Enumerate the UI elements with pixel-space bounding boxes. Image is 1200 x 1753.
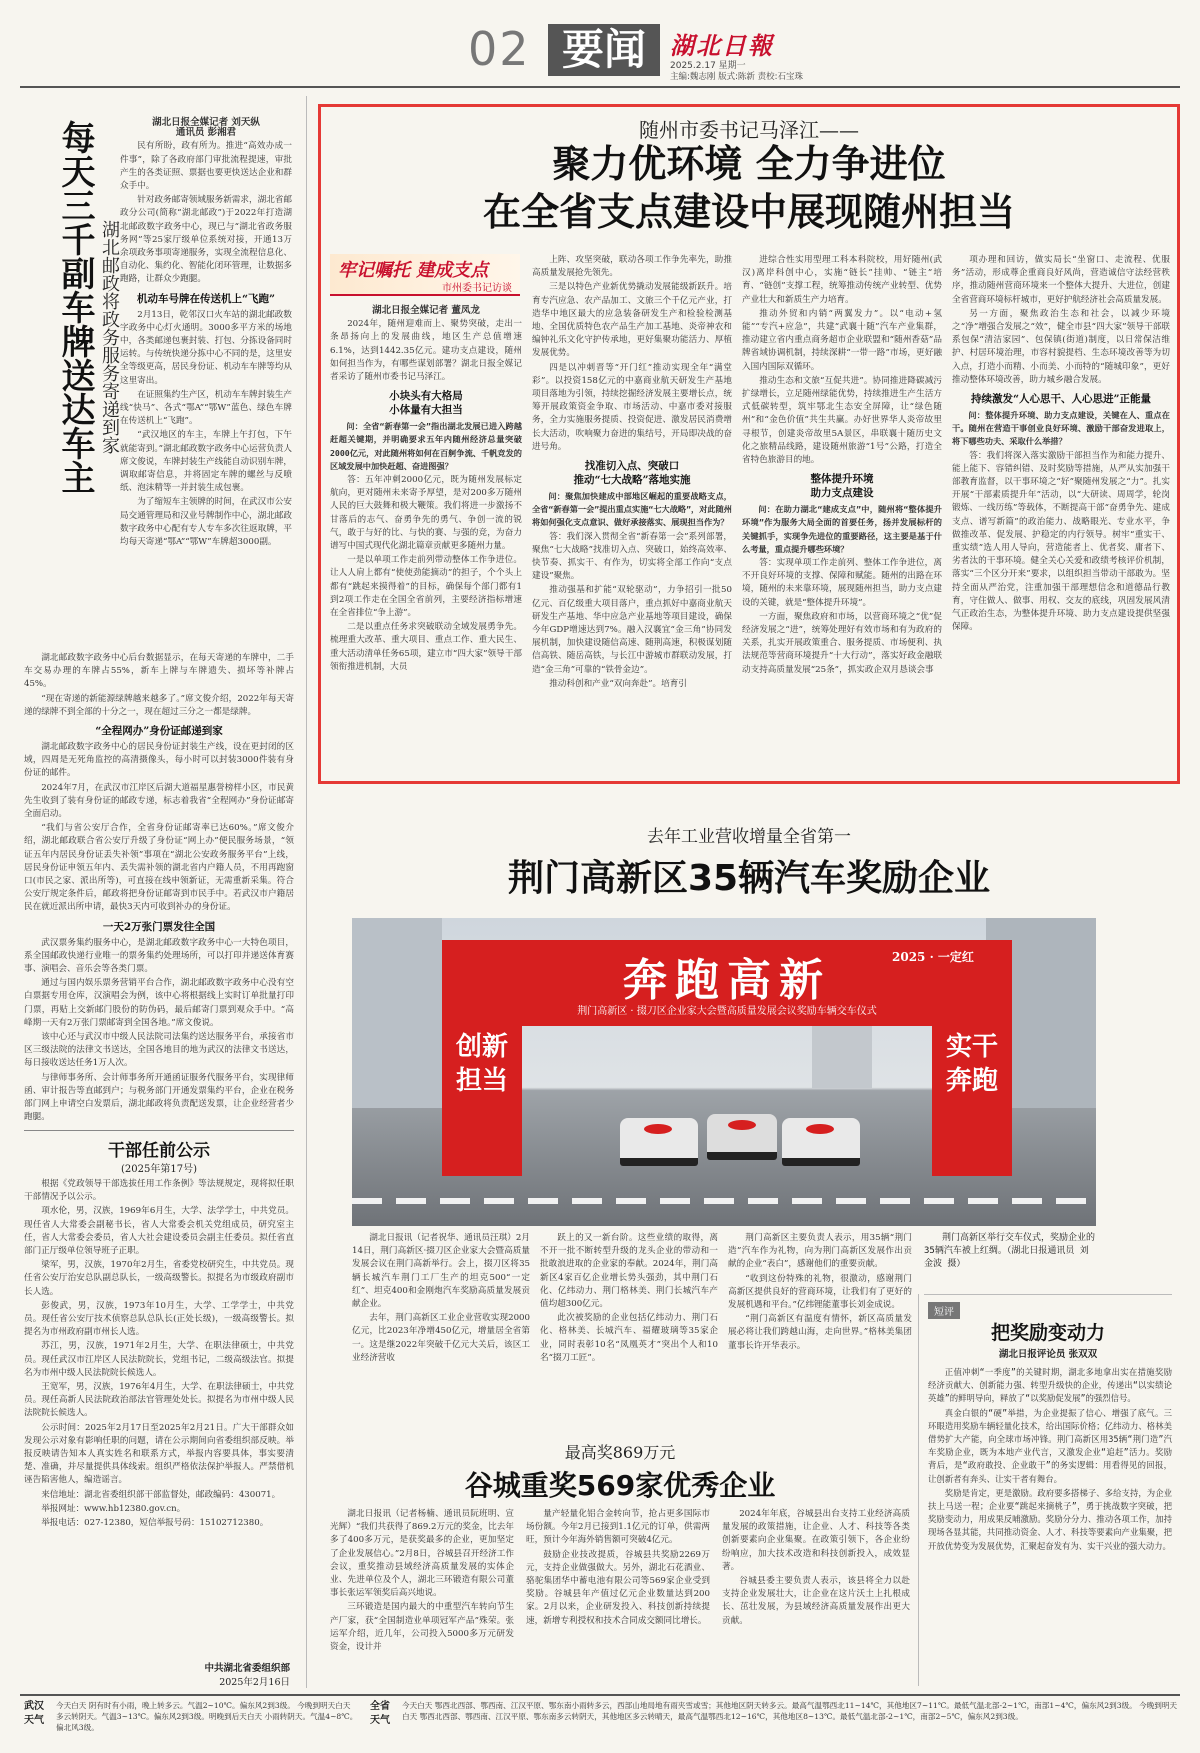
paragraph: 2月13日，乾邻汉口火车站的湖北邮政数字政务中心灯火通明。3000多平方米的场地中，各类邮递包裹封装、打包、分拣设备同时运转。与传统快递分拣中心不同的是，这里安全等级更高，居民身份证、机动车车牌等均从这里寄出。 xyxy=(120,309,292,386)
red-ribbon xyxy=(644,1124,672,1134)
paragraph: 鼓励企业技改提质，谷城县共奖励2269万元，支持企业做强做大。另外，湖北石花酒业、骆驼集团华中蓄电池有限公司等569家企业受到奖励。谷城县年产值过亿元企业数量达到200家。2月以来，企业研发投入、科技创新持续提速，新增专利授权和技术合同成交额同比增长。 xyxy=(526,1549,710,1626)
notice-subtitle: (2025年第17号) xyxy=(121,1164,197,1175)
featured-kicker: 随州市委书记马泽江—— xyxy=(639,118,859,142)
paragraph: 真金白银的“硬”举措，为企业提振了信心、增强了底气。三环眼造用奖励车辆轻量化技术，给出国际价格；亿纬动力、格林美借势扩大产能，向全球市场冲锋。荆门高新区用35辆“荆门造”汽车奖励企业，既为本地产业代言，又激发企业“追赶”活力。奖励背后，是“政府敢投、企业敢干”的务实逻辑：用看得见的回报，让创新者有奔头、让实干者有舞台。 xyxy=(928,1407,1172,1484)
left-subhead: 湖北邮政将政务服务寄递到家 xyxy=(99,220,120,454)
notice-paragraph: 项水伦，男，汉族，1969年6月生，大学、法学学士，中共党员。现任省人大常委会副秘书长，省人大常委会机关党组成员，研究室主任，省人大常委会委员，省人大社会建设委员会副主任委员。拟任省直部门正厅级单位领导班子正职。 xyxy=(24,1206,294,1257)
middle-story-col-3 xyxy=(728,1232,912,1442)
paragraph: 2024年，随州迎难而上、聚势突破，走出一条昂扬向上的发展曲线，地区生产总值增速6.1%，达到1442.35亿元。建功支点建设，随州如何担当作为，有哪些谋划部署？湖北日报全媒记者采访了随州市委书记马泽江。 xyxy=(330,319,522,383)
paragraph: 荆门高新区主要负责人表示，用35辆“荆门造”汽车作为礼物，向为荆门高新区发展作出贡献的企业“表白”，感谢他们的重要贡献。 xyxy=(728,1233,912,1270)
notice-paragraph: 梁军，男，汉族，1970年2月生，省委党校研究生，中共党员。现任省公安厅治安总队副总队长，一级高级警长。拟提名为市级政府副市长人选。 xyxy=(24,1260,294,1297)
featured-headline-2: 在全省支点建设中展现随州担当 xyxy=(482,190,1015,234)
notice-signer: 中共湖北省委组织部 xyxy=(204,1663,290,1674)
answer: 答：五年冲刺2000亿元，既为随州发展标定航向，更对随州未来寄予厚望，是对200多万随州人民的巨大鼓舞和极大鞭策。我们将进一步激扬不甘落后的志气、奋勇争先的勇气、争创一流的锐气，敢于与好的比、与快的赛、与强的竞，为奋力谱写中国式现代化湖北篇章贡献更多随州力量。 xyxy=(330,475,522,552)
notice-paragraph: 王宽军，男，汉族，1976年4月生，大学、在职法律硕士，中共党员。现任高新人民法院政治部法官管理处处长。拟提名为市州中级人民法院院长候选人。 xyxy=(24,1382,294,1419)
paper-logo: 湖北日報 xyxy=(670,31,774,60)
featured-headline-1: 聚力优环境 全力争进位 xyxy=(552,142,946,186)
photo-caption: 荆门高新区举行交车仪式，奖励企业的35辆汽车被上红绸。（湖北日报通讯员 刘金波 摄） xyxy=(924,1233,1096,1269)
subheading: “全程网办”身份证邮递到家 xyxy=(95,725,223,738)
paragraph: 通过与国内娱乐票务营销平台合作，湖北邮政数字政务中心没有空白票据专用仓库，汉演唱会为例，该中心将根据线上实时订单批量打印门票，再贴上交新邮门股份的防伪码，最后邮寄门票到观众手中。“高峰期一天有2万张门票邮寄到全国各地。”席文俊说。 xyxy=(24,978,294,1028)
paragraph: 2024年年底，谷城县出台支持工业经济高质量发展的政策措施，让企业、人才、科技等各类创新要素向企业集聚。在政策引领下，各企业纷纷响应，加大技术改造和科技创新投入，成效显著。 xyxy=(722,1509,910,1572)
paragraph: 一方面，聚焦政府和市场，以营商环境之“优”促经济发展之“进”，统筹处理好有效市场和有为政府的关系，扎实开展政策重合、服务提质、市场便利、执法规范等营商环境提升“十大行动”，落实好政金融联动支持高质量发展“25条”，抓实政企双月恳谈会事 xyxy=(742,611,942,675)
subheading: 持续激发“人心思干、人心思进”正能量 xyxy=(970,393,1152,406)
commentary-body xyxy=(928,1366,1172,1682)
paragraph: 奖励是肯定，更是激励。政府要多搭梯子、多给支持，为企业扶上马送一程；企业要“跳起来摘桃子”，勇于挑战数字突破，把奖励变动力，用成果反哺激励。奖励分分力、推动各项工作，加持现场各显其能，共同推动资金、人才、科技等要素向产业集聚，把开放优势变为发展优势，汇聚起奋发有为、实干兴业的强大动力。 xyxy=(928,1487,1172,1551)
left-pillar-text: 创新担当 xyxy=(456,1032,509,1096)
left-headline: 每天三千副车牌送达车主 xyxy=(55,120,95,494)
paragraph: 湖北日报讯（记者祝华、通讯员汪琪）2月14日，荆门高新区·掇刀区企业家大会暨高质量发展会议在荆门高新举行。会上，掇刀区将35辆长城汽车荆门工厂生产的坦克500“一定红”、坦克400和金刚炮汽车奖励高质量发展贡献企业。 xyxy=(352,1233,530,1310)
paragraph: 二是以重点任务求突破联动全域发展勇争先。梳理重大改革、重大项目、重点工作、重大民生、重大活动清单任务65项，建立市“四大家”领导干部领衔推进机制，大员 xyxy=(330,622,522,672)
paragraph: 三是以特色产业新优势撬动发展能级新跃升。培育专汽应急、农产品加工、文旅三个千亿元产业，打造华中地区最大的应急装备研发生产和检验检测基地、全国优质特色农产品生产加工基地、炎帝神农和编钟礼乐文化守护传承地，更好集聚功能活力、厚植发展优势。 xyxy=(532,282,732,359)
question: 问：全省“新春第一会”指出湖北发展已进入跨越赶超关键期，并明确要求五年内随州经济总量突破2000亿元，对此随州将如何在百舸争流、千帆竞发的区域发展中加快赶超、奋进图强？ xyxy=(330,421,522,471)
badge-title: 牢记嘱托 建成支点 xyxy=(338,260,489,281)
featured-column-1 xyxy=(330,300,522,776)
subheading: 小块头有大格局 小体量有大担当 xyxy=(389,390,463,417)
paragraph: 推动外贸和内销“两翼发力”。以“电动+氢能”“专汽+应急”，共建“武襄十随”汽车产业集群，推动建立省内重点商务超市企业联盟和“随州香菇”品牌省域协调机制，持续深耕“一带一路”市场，更好融入国内国际双循环。 xyxy=(742,308,942,372)
paragraph: 在证照集约生产区，机动车车牌封装生产线“快马”、各式“鄂A”“鄂W”蓝色、绿色车牌在传送机上“飞跑”。 xyxy=(120,389,292,427)
question: 问：在助力湖北“建成支点”中，随州将“整体提升环境”作为服务大局全面的首要任务，扬并发展标杆的关键抓手，实现争先进位的重要路径，这主要是基于什么考量，重点提升哪些环境？ xyxy=(742,504,942,554)
bottom-story-col-3 xyxy=(722,1508,910,1686)
red-ribbon xyxy=(728,1120,756,1130)
byline-2: 通讯员 彭湘君 xyxy=(175,127,237,139)
editor-credits: 主编:魏志刚 版式:陈新 责校:石宝珠 xyxy=(670,72,803,82)
question: 问：聚焦加快建成中部地区崛起的重要战略支点，全省“新春第一会”提出重点实施“七大战略”，对此随州将如何强化支点意识、做好承接落实、展现担当作为？ xyxy=(532,491,732,528)
subheading: 一天2万张门票发往全国 xyxy=(102,920,216,933)
masthead xyxy=(0,0,1200,84)
province-weather-label: 全省 天气 xyxy=(370,1701,390,1726)
paragraph: 为了缩短车主领牌的时间，在武汉市公安局交通管理局和汉业号牌制作中心，湖北邮政数字政务中心配有专人专车多次往返取牌，平均每天寄递“鄂A”“鄂W”车牌超3000副。 xyxy=(120,497,292,548)
paragraph: “收到这份特殊的礼物，很激动，感谢荆门高新区提供良好的营商环境，让我们有了更好的发展机遇和平台。”亿纬锂能董事长刘金成说。 xyxy=(728,1273,912,1311)
answer: 答：我们将深入落实激励干部担当作为和能力提升、能上能下、容错纠错、及时奖励等措施，从严从实加强干部教育监督，以干事环境之“好”聚随州发展之“力”。扎实开展“干部素质提升年”活动，以“大研读、周周学，轮岗锻炼、一线历练”等载体，不断提高干部“奋勇争先、建成支点、谱写新篇”的政治能力、战略眼光、专业水平，争做推改革、促发展、护稳定的内行领导。树牢“重实干、重实绩”选人用人导向，营造能者上、优者奖、庸者下、劣者汰的干事环境。健全关心关爱和政绩考核评价机制，落实“三个区分开来”要求，以组织担当带动干部敢为。坚持全面从严治党，注重加强干部理想信念和道德品行教育，守住做人、做事、用权、交友的底线，巩固发展风清气正政治生态，为整体提升环境、助力支点建设提供坚强保障。 xyxy=(952,450,1170,633)
wuhan-weather-label: 武汉 天气 xyxy=(24,1701,44,1726)
province-weather-text: 今天白天 鄂西北西部、鄂西南、江汉平原、鄂东南小雨转多云，西部山地局地有雨夹雪或雪；其他地区阴天转多云。最高气温鄂西北11~14℃，其他地区7~11℃。最低气温北部-2~1℃，南部1~4℃，偏东风2到3级。 今晚到明天白天 鄂西北西部、鄂西南、江汉平原、鄂东南多云转阴天，其他地区多云转晴天，最高气温鄂西北12~16℃，其他地区8~13℃。最低气温北部-2~1℃，南部2~5℃，偏东风2到3级。 xyxy=(402,1701,1178,1721)
answer: 答：我们深入贯彻全省“新春第一会”系列部署，聚焦“七大战略”找准切入点、突破口，始终高效率、快节奏、抓实干、有作为，切实将全部工作向“支点建设”聚焦。 xyxy=(532,531,732,582)
issue-date: 2025.2.17 星期一 xyxy=(670,61,746,71)
paragraph: 项办理和回访，做实局长“坐窗口、走流程、优服务”活动，形成尊企重商良好风尚，营造诚信守法经营秩序，推动随州营商环境来一个整体大提升、大进位，创建全省营商环境标杆城市，更好护航经济社会高质量发展。 xyxy=(952,255,1170,305)
paragraph: 上阵、攻坚突破，联动各项工作争先率先，助推高质量发展抢先领先。 xyxy=(532,255,732,279)
section-label: 要闻 xyxy=(548,24,660,76)
notice-paragraph: 苏江，男，汉族，1971年2月生，大学、在职法律硕士，中共党员。现任武汉市江岸区人民法院院长，党组书记，二级高级法官。拟提名为市州中级人民法院院长候选人。 xyxy=(24,1341,294,1378)
commentary-tag: 短评 xyxy=(928,1302,960,1319)
paragraph: “现在寄递的新能源绿牌越来越多了。”席文俊介绍，2022年每天寄递的绿牌不到全部的十分之一，现在超过三分之一都是绿牌。 xyxy=(24,693,294,717)
subheading: 机动车号牌在传送机上“飞跑” xyxy=(136,292,276,305)
middle-kicker: 去年工业营收增量全省第一 xyxy=(647,827,851,847)
paragraph: “荆门高新区有温度有情怀，新区高质量发展必将让我们跨越山海，走向世界。”格林美集团董事长许开华表示。 xyxy=(728,1314,912,1351)
notice-paragraph: 彭俊武，男，汉族，1973年10月生，大学、工学学士，中共党员。现任省公安厅技术侦察总队总队长(正处长级)，一级高级警长。拟提名为市州政府副市州长人选。 xyxy=(24,1300,294,1338)
wuhan-weather-text: 今天白天 阴有时有小雨，晚上转多云。气温2~10℃。偏东风2到3级。 今晚到明天白天 多云转阴天。气温3~13℃。偏东风2到3级。明晚到后天白天 小雨转阴天。气温4~8℃。偏北风3级。 xyxy=(56,1701,358,1732)
arch-banner-text: 荆门高新区 · 掇刀区企业家大会暨高质量发展会议奖励车辆交车仪式 xyxy=(577,1006,877,1017)
notice-paragraph: 根据《党政领导干部选拔任用工作条例》等法规规定，现将拟任职干部情况予以公示。 xyxy=(24,1179,294,1203)
paragraph: 推动强基和扩能“双轮驱动”，力争招引一批50亿元、百亿级重大项目落户，重点抓好中嘉商业航天研发生产基地、华中应急产业基地等项目建设，确保今年GDP增速达到7%。融入汉襄宜“金三角”协同发展机制，加快建设随信高速、随荆高速，积极谋划随信高铁、随岳高铁，与长江中游城市群联动发展，打造“金三角”可靠的“铁骨金边”。 xyxy=(532,585,732,675)
right-pillar-text: 实干奔跑 xyxy=(946,1032,999,1096)
featured-column-2 xyxy=(532,254,732,776)
paragraph: 此次被奖励的企业包括亿纬动力、荆门石化、格林美、长城汽车、福耀玻璃等35家企业，同时表彰10名“凤凰英才”突出个人和10名“掇刀工匠”。 xyxy=(540,1313,718,1363)
paragraph: 一是以单项工作走前列带动整体工作争进位。让人人肩上都有“使使劲能摘动”的担子，个个头上都有“跳起来摸得着”的目标，确保每个部门都有1到2项工作走在全国全省前列，主要经济指标增速在全省排位“争上游”。 xyxy=(330,555,522,619)
paragraph: 推动科创和产业“双向奔赴”。培育引 xyxy=(549,678,687,689)
notice-paragraph: 来信地址：湖北省委组织部干部监督处，邮政编码：430071。 xyxy=(41,1489,281,1500)
paragraph: 去年，荆门高新区工业企业营收实现2000亿元，比2023年净增450亿元，增量居全省第一。这是继2022年突破千亿元大关后，该区工业经济营收 xyxy=(352,1313,530,1363)
byline-1: 湖北日报全媒记者 刘天纵 xyxy=(152,117,260,128)
award-ceremony-photo xyxy=(352,918,1096,1226)
paragraph: 四是以冲刺晋等“开门红”推动实现全年“满堂彩”。以投资158亿元的中嘉商业航天研发生产基地项目落地为引领，持续挖掘经济发展主要增长点，统筹开展政策资金争取、市场活动、中嘉市委对接服务，全力实施服务提质、投资促进、激发居民消费增长大活动，吹响聚力奋进的集结号，开局即决战的奋进号角。 xyxy=(532,362,732,452)
paragraph: 谷城县委主要负责人表示，该县将全力以赴支持企业发展壮大，让企业在这片沃土上扎根成长、茁壮发展，为县域经济高质量发展作出更大贡献。 xyxy=(722,1576,910,1626)
paragraph: 与律师事务所、会计师事务所开通函证服务代服务平台，实现律师函、审计报告等直邮到户；与税务部门开通发票集约平台，企业在税务部门网上申请空白发票后，湖北邮政将负责配送发票，让企业经营者少跑腿。 xyxy=(24,1072,294,1123)
bottom-story-col-2 xyxy=(526,1508,710,1686)
notice-title: 干部任前公示 xyxy=(108,1141,210,1161)
red-ribbon xyxy=(806,1124,834,1134)
featured-column-4 xyxy=(952,254,1170,776)
paragraph: “我们与省公安厅合作，全省身份证邮寄率已达60%。”席文俊介绍，湖北邮政联合省公安厅升级了身份证“网上办”便民服务场景，“领证五年内居民身份证丢失补领”事项在“湖北公安政务服务平台”上线，居民身份证申领五年内、丢失需补领的湖北省内户籍人员，不用再跑窗口(市民之家、派出所等)，可直接在线申领新证，无需重新采集。符合公安厅规定条件后，邮政将把身份证邮寄到市民手中。若武汉市户籍居民在就近派出所申请，最快3天内可收到补办的身份证。 xyxy=(24,823,294,913)
bottom-headline: 谷城重奖569家优秀企业 xyxy=(464,1469,776,1502)
question: 问：整体提升环境、助力支点建设，关键在人、重点在干。随州在营造干事创业良好环境、激励干部奋发进取上，将下哪些功夫、采取什么举措？ xyxy=(952,410,1170,447)
paragraph: 跃上的又一新台阶。这些业绩的取得，离不开一批不断转型升级的龙头企业的带动和一批敢浪进取的企业家的奉献。2024年，荆门高新区4家百亿企业增长势头强劲，其中荆门石化、亿纬动力、荆门格林美、荆门长城汽车产值均超300亿元。 xyxy=(540,1233,718,1310)
paragraph: 湖北邮政数字政务中心的居民身份证封装生产线，设在更封闭的区域，四周是无死角监控的高清摄像头，每小时可以封装3000件装有身份证的邮件。 xyxy=(24,742,294,779)
subheading: 找准切入点、突破口 推动“七大战略”落地实施 xyxy=(573,460,691,487)
commentary-author: 湖北日报评论员 张双双 xyxy=(998,1349,1098,1360)
notice-date: 2025年2月16日 xyxy=(219,1677,290,1688)
paragraph: 武汉票务集约服务中心，是湖北邮政数字政务中心一大特色项目，系全国邮政快递行业唯一的票务集约处理场所，可以打印并递送体育赛事、演唱会、音乐会等各类门票。 xyxy=(24,937,294,975)
middle-headline: 荆门高新区35辆汽车奖励企业 xyxy=(507,858,991,899)
featured-byline: 湖北日报全媒记者 董凤龙 xyxy=(372,305,480,316)
page-number: 02 xyxy=(468,22,531,76)
paragraph: 该中心还与武汉市中级人民法院司法集约送达服务平台，承接省市区三级法院的法律文书送达，全国各地目的地为武汉的法律文书送达，每日接收送达任务1万人次。 xyxy=(24,1032,294,1069)
middle-story-col-2 xyxy=(540,1232,718,1442)
notice-body xyxy=(24,1178,294,1656)
notice-paragraph: 举报电话：027-12380，短信举报号码：15102712380。 xyxy=(41,1518,269,1529)
arch-title: 奔跑高新 xyxy=(623,955,831,1006)
notice-paragraph: 举报网址：www.hb12380.gov.cn。 xyxy=(41,1503,186,1514)
featured-column-3 xyxy=(742,254,942,776)
paragraph: 民有所盼，政有所为。推进“高效办成一件事”，除了各政府部门审批流程提速，审批产生的各类证照、票据也要更快送达企业和群众手中。 xyxy=(120,141,292,192)
left-article-top xyxy=(120,112,292,654)
paragraph: 2024年7月，在武汉市江岸区后湖大道福星惠誉榜样小区，市民黄先生收到了装有身份证的邮政专递，标志着我省“全程网办”身份证邮寄全面启动。 xyxy=(24,782,294,820)
arch-year: 2025 · 一定红 xyxy=(892,950,974,964)
answer: 答：实现单项工作走前列、整体工作争进位，离不开良好环境的支撑、保障和赋能。随州的出路在环境，随州的未来靠环境，展现随州担当，助力支点建设的关键，就是“整体提升环境”。 xyxy=(742,558,942,608)
paragraph: 针对政务邮寄领域服务新需求，湖北省邮政分公司(简称“湖北邮政”)于2022年打造湖北邮政数字政务中心，现已与“湖北省政务服务网”等25家厅级单位系统对接，开通13万余项政务事项寄递服务，实现全流程信息化、自动化、集约化、智能化闭环管理，让数据多跑路，让群众少跑腿。 xyxy=(120,195,292,285)
paragraph: 推动生态和文旅“互促共进”。协同推进降碳减污扩绿增长，立足随州绿能优势，持续推进生产生活方式低碳转型，筑牢鄂北生态安全屏障，让“绿色随州”和“金色价值”共生共赢。办好世界华人炎帝故里寻根节，创建炎帝故里5A景区，串联襄十随历史文化之旅精品线路，建设随州旅游“1号”公路，打造全省特色旅游目的地。 xyxy=(742,375,942,466)
left-article-body xyxy=(24,652,294,1124)
bottom-kicker: 最高奖869万元 xyxy=(564,1443,676,1462)
paragraph: 另一方面，聚焦政治生态和社会，以减少环境之“净”增强合发展之“效”，健全市县“四大家”领导干部联系包保“清洁家园”、包保镇(街道)制度，以日常保洁维护、村居环境治理，市容村貌提档、生态环境改善等为切入点，打造小而精、小而美、小而特的“随城印象”，更好推动整体环境改善，助力城乡融合发展。 xyxy=(952,308,1170,385)
paragraph: 湖北邮政数字政务中心后台数据显示，在每天寄递的车牌中，二手车交易办理的车牌占55%，新车上牌与车牌遗失、损坏等补牌占45%。 xyxy=(24,653,294,690)
paragraph: 湖北日报讯（记者杨楠、通讯员阮班明、宣光辉）“我们共获得了869.2万元的奖金，比去年多了400多万元，是获奖最多的企业，更加坚定了企业发展信心。”2月8日，谷城县召开经济工作会议，重奖推动县域经济高质量发展的实体企业、先进单位及个人，湖北三环锻造有限公司董事长张运军领奖后高兴地说。 xyxy=(330,1509,514,1599)
paragraph: 量产轻量化铝合金转向节，抢占更多国际市场份额。今年2月已接到1.1亿元的订单，供需两旺，预计今年海外销售额可突破4亿元。 xyxy=(526,1509,710,1546)
bottom-story-col-1 xyxy=(330,1508,514,1686)
paragraph: “武汉地区的车主，车牌上午打包，下午就能寄到。”湖北邮政数字政务中心运营负责人席文俊说，车牌封装生产线能自动识别车牌，调取邮寄信息，并将固定车牌的螺丝与反喷纸、泡沫精等一并封装生成包裹。 xyxy=(120,430,292,494)
notice-paragraph: 公示时间：2025年2月17日至2025年2月21日。广大干部群众如发现公示对象有影响任职的问题，请在公示期间向省委组织部反映。举报反映请告知本人真实姓名和联系方式，举报内容要具体，事实要清楚、准确，并尽量提供具体线索。组织严格依法保护举报人。严禁借机诬告陷害他人，编造谣言。 xyxy=(24,1422,294,1486)
paragraph: 三环锻造是国内最大的中重型汽车转向节生产厂家，获“全国制造业单项冠军产品”殊荣。张运军介绍，近几年，公司投入5000多万元研发资金，设计并 xyxy=(330,1602,514,1653)
commentary-title: 把奖励变动力 xyxy=(990,1322,1105,1344)
paragraph: 进综合性实用型理工科本科院校，用好随州(武汉)离岸科创中心，实施“链长”挂帅、“链主”培育、“链创”支撑工程，统筹推动传统产业转型、优势产业壮大和新质生产力培育。 xyxy=(742,255,942,305)
paragraph: 正值冲刺“一季度”的关键时期，湖北多地拿出实在措施奖励经济贡献大、创新能力强、转型升级快的企业，传递出“以实绩论英雄”的鲜明导向，释放了“以奖励促发展”的强烈信号。 xyxy=(928,1367,1172,1404)
badge-subtitle: 市州委书记访谈 xyxy=(442,283,512,294)
interview-series-badge xyxy=(330,254,520,296)
subheading: 整体提升环境 助力支点建设 xyxy=(810,473,874,500)
